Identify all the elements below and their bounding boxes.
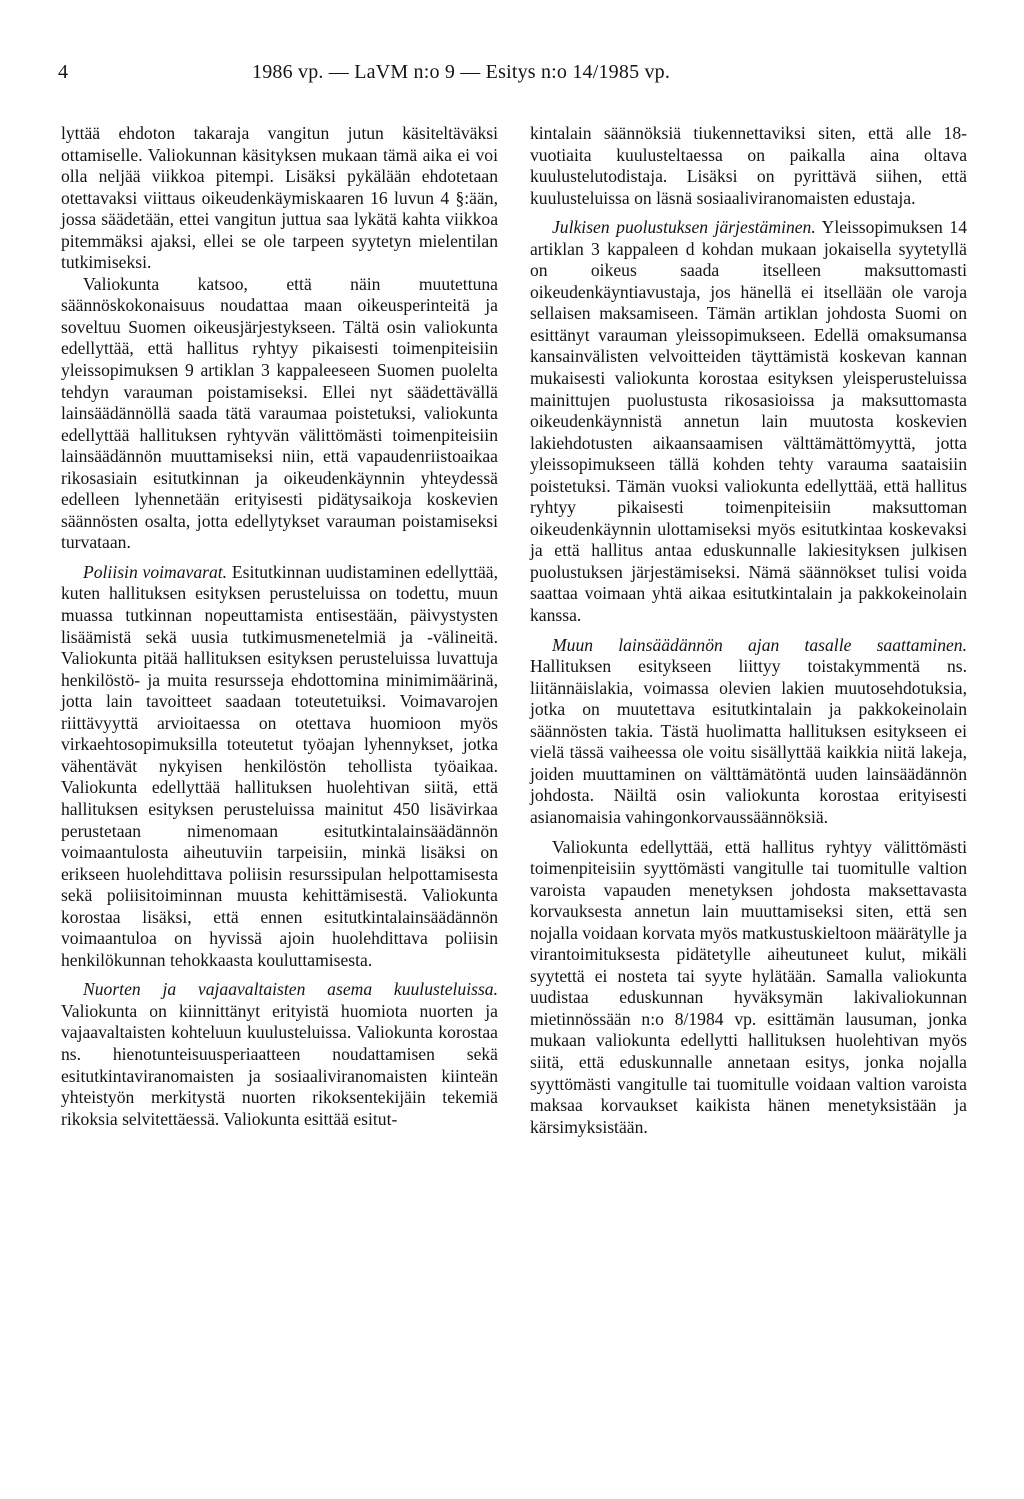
paragraph [61,562,498,971]
paragraph [530,837,967,1139]
paragraph-text: Valiokunta on kiinnittänyt erityistä huomiota nuorten ja vajaavaltaisten kohteluun kuulusteluissa. Valiokunta korostaa ns. hienotunteisuusperiaatteen noudattamisen sekä esitutkintaviranomaisten ja sosiaaliviranomaisten kiinteän yhteistyön merkitystä nuorten rikoksentekijäin tekemiä rikoksia selvitettäessä. Valiokunta esittää esitut- [61,1000,498,1129]
paragraph [61,274,498,554]
section-heading: Poliisin voimavarat. [83,561,228,582]
running-title: 1986 vp. — LaVM n:o 9 — Esitys n:o 14/1985 vp. [252,61,671,83]
page-number: 4 [58,61,68,83]
paragraph [530,217,967,626]
paragraph-text: Esitutkinnan uudistaminen edellyttää, kuten hallituksen esityksen perusteluissa on todettu, muun muassa tutkinnan nopeuttamista entisestään, päivystysten lisäämistä sekä uusia tutkimusmenetelmiä ja -välineitä. Valiokunta pitää hallituksen esityksen perusteluissa luvattuja henkilöstö- ja muita resursseja ehdottomina minimimäärinä, jotta lain tavoitteet saadaan toteutetuiksi. Voimavarojen riittävyyttä arvioitaessa on otettava huomioon myös virkaehtosopimuksilla toteutetut työajan lyhennykset, jotka vähentävät nykyisen henkilöstön tehollista työaikaa. Valiokunta edellyttää hallituksen huolehtivan siitä, että hallituksen esityksen perusteluissa mainitut 450 lisävirkaa perustetaan nimenomaan esitutkintalainsäädännön voimaantulosta aiheutuviin tarpeisiin, minkä lisäksi on erikseen huolehdittava poliisin resurssipulan helpottamisesta sekä poliisitoiminnan muusta kehittämisestä. Valiokunta korostaa lisäksi, että ennen esitutkintalainsäädännön voimaantuloa on hyvissä ajoin huolehdittava poliisin henkilökunnan tehokkaasta kouluttamisesta. [61,561,498,970]
paragraph [61,979,498,1130]
left-column [61,123,498,1130]
paragraph [530,123,967,209]
right-column [530,123,967,1138]
paragraph-text: lyttää ehdoton takaraja vangitun jutun käsiteltäväksi ottamiselle. Valiokunnan käsityksen mukaan tämä aika ei voi olla neljää viikkoa pitempi. Lisäksi pykälään ehdotetaan otettavaksi viittaus oikeudenkäymiskaaren 16 luvun 4 §:ään, jossa säädetään, ettei vangitun juttua saa lykätä kahta viikkoa pitemmäksi ajaksi, ellei se ole tarpeen syytetyn mielentilan tutkimiseksi. [61,123,498,273]
paragraph-text: Valiokunta katsoo, että näin muutettuna säännöskokonaisuus noudattaa maan oikeusperinteitä ja soveltuu Suomen oikeusjärjestykseen. Tältä osin valiokunta edellyttää, että hallitus ryhtyy pikaisesti toimenpiteisiin yleissopimuksen 9 artiklan 3 kappaleeseen Suomen puolelta tehdyn varauman poistamiseksi. Ellei nyt säädettävällä lainsäädännöllä saada tätä varaumaa poistetuksi, valiokunta edellyttää hallituksen ryhtyvän välittömästi toimenpiteisiin lainsäädännön muuttamiseksi niin, että vapaudenriistoaikaa rikosasiain esitutkinnan ja oikeudenkäynnin yhteydessä edelleen lyhennetään erityisesti pidätysaikoja koskevien säännösten osalta, jotta edellytykset varauman poistamiseksi turvataan. [61,273,498,553]
section-heading: Nuorten ja vajaavaltaisten asema kuulusteluissa. [83,979,498,1000]
paragraph-text: Valiokunta edellyttää, että hallitus ryhtyy välittömästi toimenpiteisiin syyttömästi vangitulle tai tuomitulle valtion varoista vapauden menetyksen johdosta maksettavasta korvauksesta annetun lain muuttamiseksi siten, että sen nojalla voidaan korvata myös matkustuskieltoon määrätylle ja virantoimituksesta pidätetylle aiheutuneet kulut, mikäli syytettä ei nosteta tai syyte hylätään. Samalla valiokunta uudistaa eduskunnan hyväksymän lakivaliokunnan mietinnössään n:o 8/1984 vp. esittämän lausuman, jonka mukaan valiokunta edellytti hallituksen huolehtivan myös siitä, että eduskunnalle annetaan esitys, jonka nojalla syyttömästi vangitulle tai tuomitulle voidaan valtion varoista maksaa korvaukset kaikista hänen menetyksistään ja kärsimyksistään. [530,836,967,1137]
paragraph-text: Yleissopimuksen 14 artiklan 3 kappaleen d kohdan mukaan jokaisella syytetyllä on oikeus saada itselleen maksuttomasti oikeudenkäyntiavustaja, jos hänellä ei itsellään ole varoja sellaisen maksamiseen. Tämän artiklan johdosta Suomi on esittänyt varauman yleissopimukseen. Edellä omaksumansa kansainvälisten velvoitteiden täyttämistä koskevan kannan mukaisesti valiokunta korostaa esityksen yleisperusteluissa mainittujen puolustusta rikosasioissa ja maksuttomasta oikeudenkäynnistä annetun lain muutosta koskevien lakiehdotusten aikaansaamisen välttämättömyyttä, jotta yleissopimukseen tällä kohden tehty varauma saataisiin poistetuksi. Tämän vuoksi valiokunta edellyttää, että hallitus ryhtyy pikaisesti toimenpiteisiin maksuttoman oikeudenkäynnin ulottamiseksi myös esitutkintaa koskevaksi ja että hallitus antaa eduskunnalle lakiesityksen julkisen puolustuksen järjestämiseksi. Nämä säännökset tulisi voida saattaa voimaan yhtä aikaa esitutkintalain ja pakkokeinolain kanssa. [530,217,967,626]
paragraph [61,123,498,274]
section-heading: Julkisen puolustuksen järjestäminen. [552,217,816,238]
paragraph-text: kintalain säännöksiä tiukennettaviksi siten, että alle 18-vuotiaita kuulusteltaessa on paikalla aina oltava kuulustelutodistaja. Lisäksi on pyrittävä siihen, että kuulusteluissa on läsnä sosiaaliviranomaisten edustaja. [530,123,967,208]
paragraph-text: Hallituksen esitykseen liittyy toistakymmentä ns. liitännäislakia, voimassa olevien lakien muutosehdotuksia, jotka on muutettava esitutkintalain ja pakkokeinolain säännösten takia. Tästä huolimatta hallituksen esitykseen ei vielä tässä vaiheessa ole voitu sisällyttää kaikkia niitä lakeja, joiden muuttaminen on välttämätöntä uuden lainsäädännön johdosta. Näiltä osin valiokunta korostaa erityisesti asianomaisia vahingonkorvaussäännöksiä. [530,656,967,827]
paragraph [530,635,967,829]
section-heading: Muun lainsäädännön ajan tasalle saattaminen. [552,634,967,655]
